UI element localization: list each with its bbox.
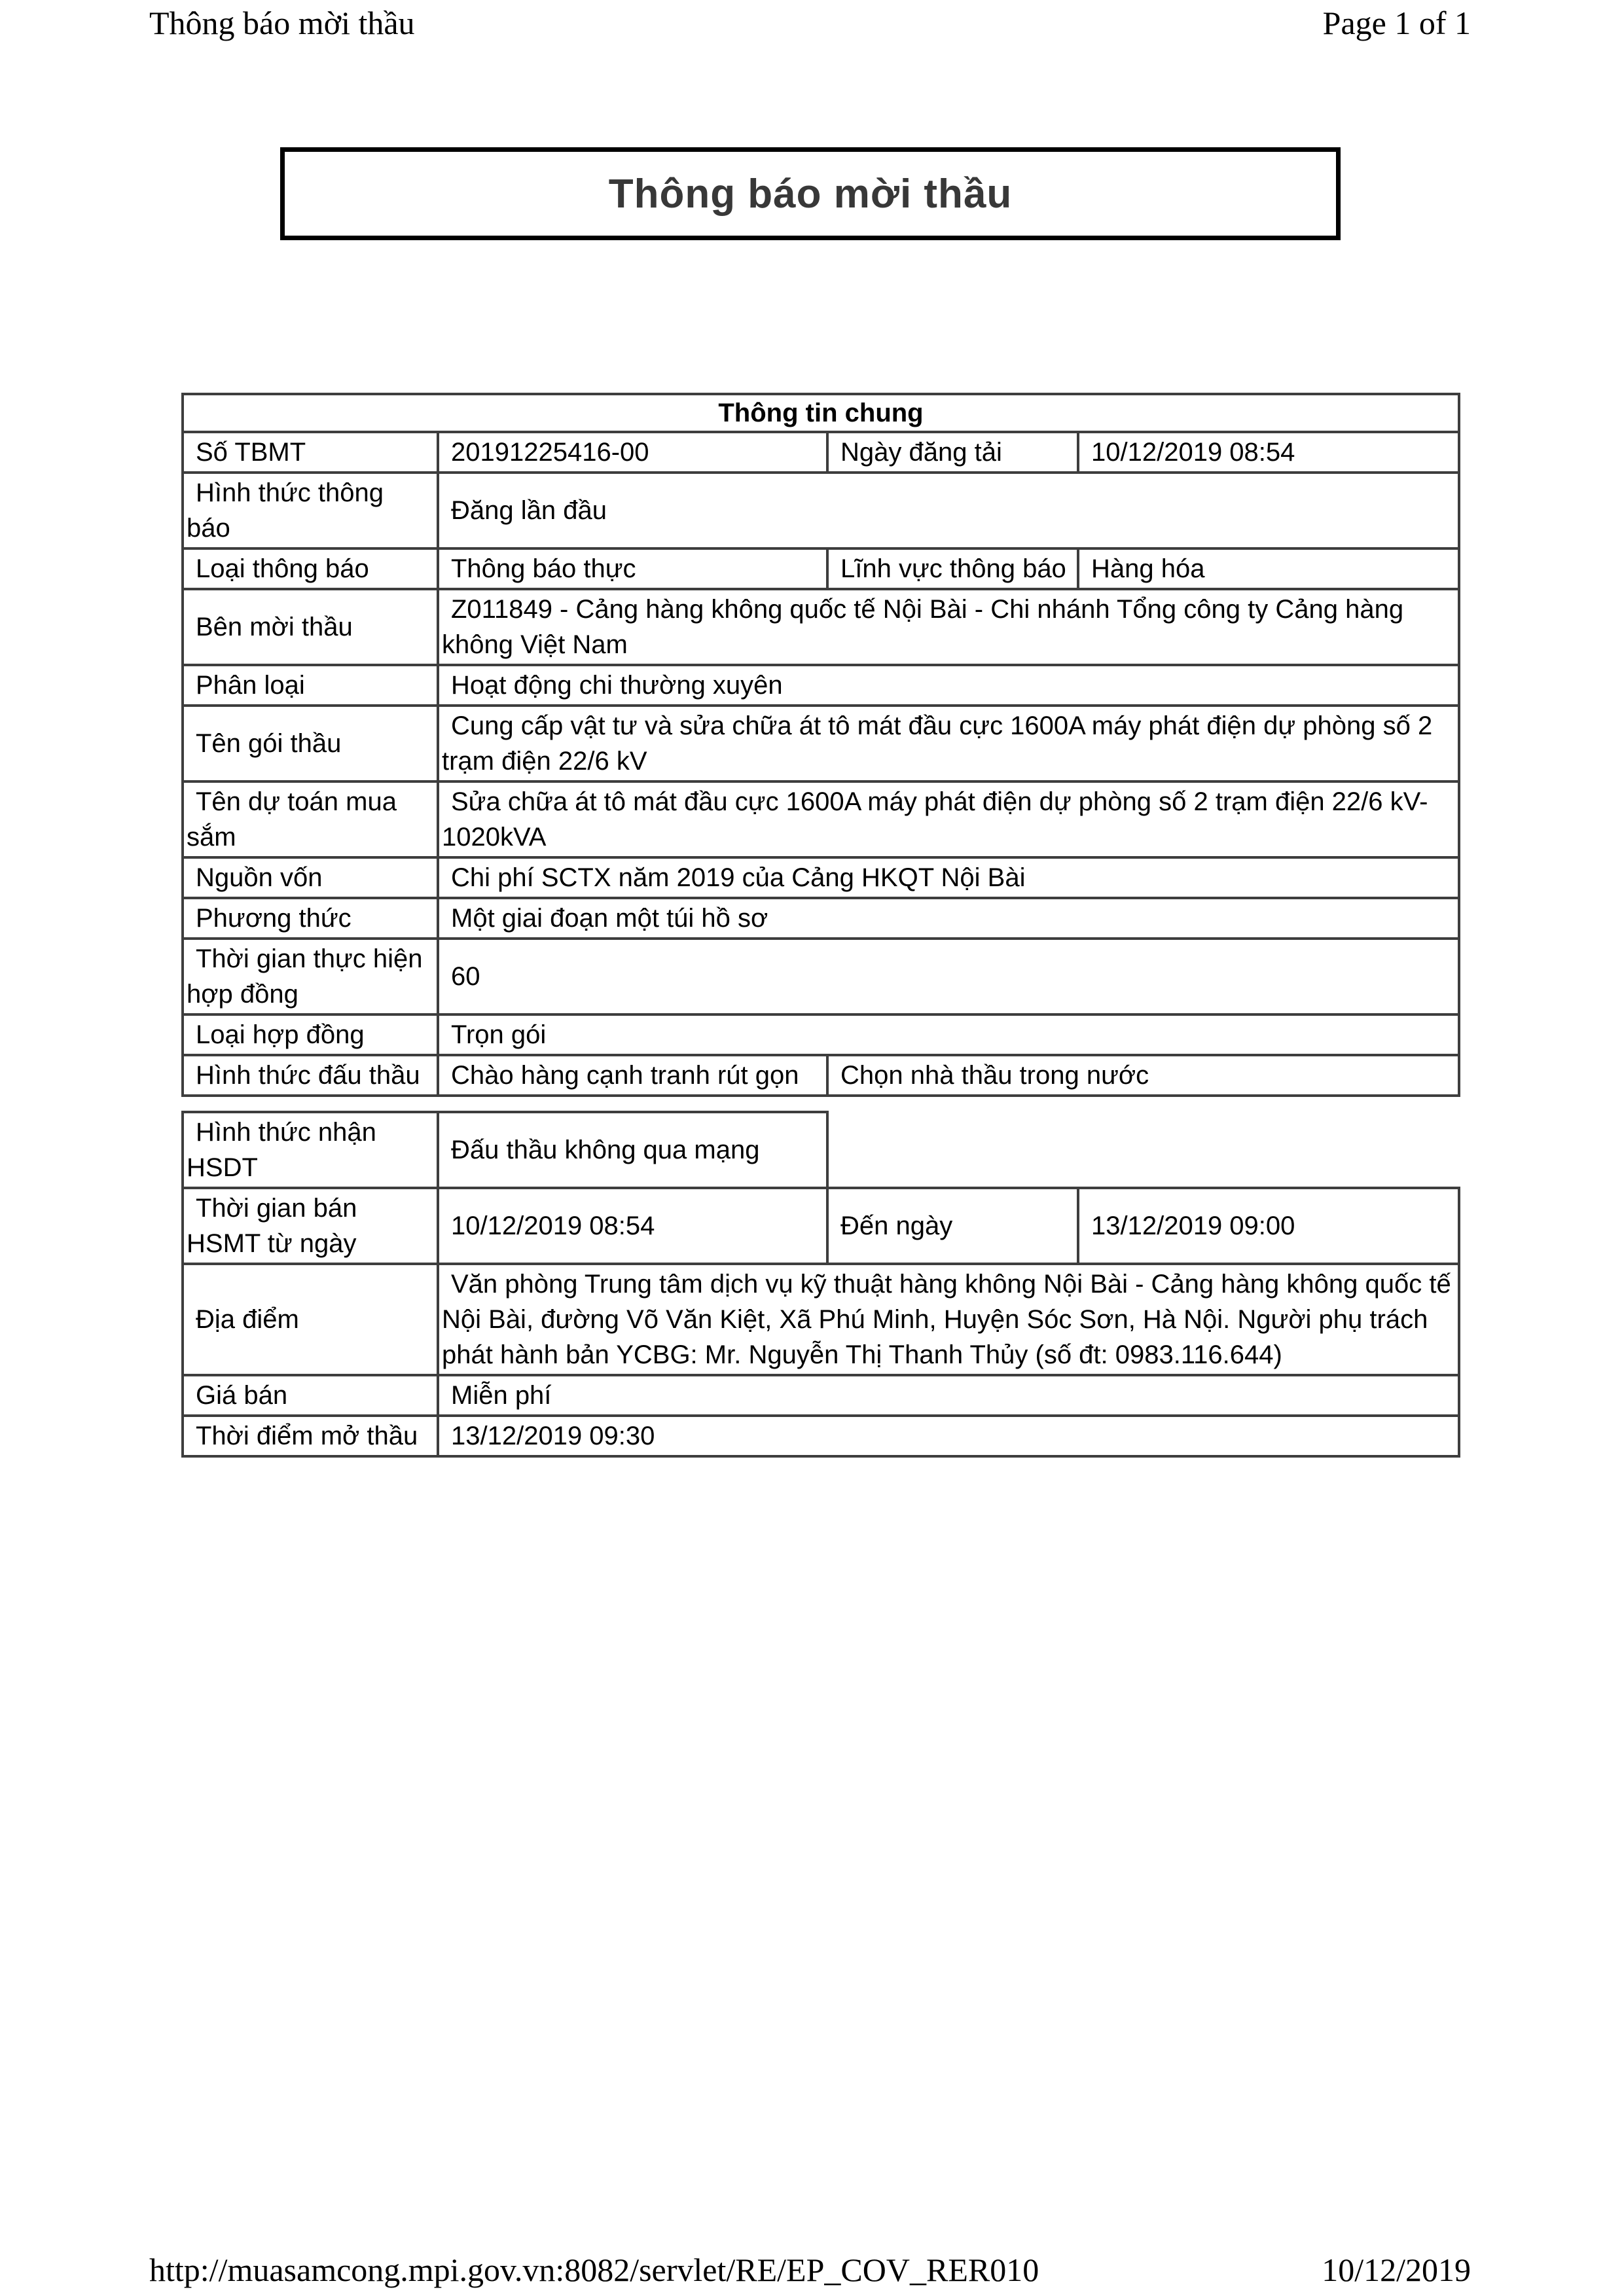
table-row xyxy=(183,1375,1459,1416)
field-label-cell: Phân loại xyxy=(183,665,438,706)
table-row xyxy=(183,394,1459,432)
table-row xyxy=(183,939,1459,1014)
field-value-cell: Cung cấp vật tư và sửa chữa át tô mát đầu cực 1600A máy phát điện dự phòng số 2 trạm điện 22/6 kV xyxy=(438,706,1459,781)
field-value-cell: 10/12/2019 08:54 xyxy=(1078,432,1459,473)
field-label-cell: Bên mời thầu xyxy=(183,589,438,665)
field-value-cell: Văn phòng Trung tâm dịch vụ kỹ thuật hàng không Nội Bài - Cảng hàng không quốc tế Nội Bài, đường Võ Văn Kiệt, Xã Phú Minh, Huyện Sóc Sơn, Hà Nội. Người phụ trách phát hành bản YCBG: Mr. Nguyễn Thị Thanh Thủy (số đt: 0983.116.644) xyxy=(438,1264,1459,1375)
table-row xyxy=(183,473,1459,548)
table-row xyxy=(183,1264,1459,1375)
field-value-cell: Trọn gói xyxy=(438,1014,1459,1055)
table-row xyxy=(183,665,1459,706)
field-value-cell: Hoạt động chi thường xuyên xyxy=(438,665,1459,706)
title-box xyxy=(280,147,1341,240)
field-value-cell: Thông báo thực xyxy=(438,548,827,589)
field-value-cell: Chi phí SCTX năm 2019 của Cảng HKQT Nội Bài xyxy=(438,857,1459,898)
page-title: Thông báo mời thầu xyxy=(608,171,1013,217)
field-value-cell: Sửa chữa át tô mát đầu cực 1600A máy phát điện dự phòng số 2 trạm điện 22/6 kV-1020kVA xyxy=(438,781,1459,857)
table-row xyxy=(183,857,1459,898)
table-row xyxy=(183,432,1459,473)
field-value-cell: Z011849 - Cảng hàng không quốc tế Nội Bài - Chi nhánh Tổng công ty Cảng hàng không Việt Nam xyxy=(438,589,1459,665)
field-value-cell: Đăng lần đầu xyxy=(438,473,1459,548)
field-label-cell: Tên dự toán mua sắm xyxy=(183,781,438,857)
table-row xyxy=(183,898,1459,939)
table-row xyxy=(183,1055,1459,1096)
table-row xyxy=(183,1112,1459,1188)
field-value-cell: 13/12/2019 09:00 xyxy=(1078,1188,1459,1264)
field-label-cell: Hình thức nhận HSDT xyxy=(183,1112,438,1188)
field-label-cell: Thời điểm mở thầu xyxy=(183,1416,438,1456)
page-number: Page 1 of 1 xyxy=(1322,5,1471,41)
field-label-cell: Địa điểm xyxy=(183,1264,438,1375)
field-label-cell: Ngày đăng tải xyxy=(827,432,1078,473)
field-label-cell: Giá bán xyxy=(183,1375,438,1416)
field-value-cell: 20191225416-00 xyxy=(438,432,827,473)
field-label-cell: Hình thức thông báo xyxy=(183,473,438,548)
field-value-cell: Một giai đoạn một túi hồ sơ xyxy=(438,898,1459,939)
field-value-cell: Chọn nhà thầu trong nước xyxy=(827,1055,1459,1096)
general-info-table xyxy=(181,393,1460,1097)
field-value-cell: Hàng hóa xyxy=(1078,548,1459,589)
field-label-cell: Loại hợp đồng xyxy=(183,1014,438,1055)
field-label-cell: Nguồn vốn xyxy=(183,857,438,898)
print-date: 10/12/2019 xyxy=(1322,2251,1471,2288)
field-value-cell: Đấu thầu không qua mạng xyxy=(438,1112,827,1188)
field-label-cell: Hình thức đấu thầu xyxy=(183,1055,438,1096)
table-row xyxy=(183,1188,1459,1264)
table-row xyxy=(183,548,1459,589)
empty-spacer-cell xyxy=(827,1112,1459,1188)
table-row xyxy=(183,1014,1459,1055)
field-label-cell: Số TBMT xyxy=(183,432,438,473)
field-value-cell: 10/12/2019 08:54 xyxy=(438,1188,827,1264)
submission-info-table xyxy=(181,1111,1460,1458)
section-header-cell: Thông tin chung xyxy=(183,394,1459,432)
document-header-title: Thông báo mời thầu xyxy=(149,5,415,41)
field-label-cell: Tên gói thầu xyxy=(183,706,438,781)
field-value-cell: Chào hàng cạnh tranh rút gọn xyxy=(438,1055,827,1096)
field-label-cell: Thời gian thực hiện hợp đồng xyxy=(183,939,438,1014)
field-value-cell: 13/12/2019 09:30 xyxy=(438,1416,1459,1456)
table-row xyxy=(183,706,1459,781)
field-label-cell: Loại thông báo xyxy=(183,548,438,589)
table-row xyxy=(183,781,1459,857)
field-value-cell: Miễn phí xyxy=(438,1375,1459,1416)
field-label-cell: Phương thức xyxy=(183,898,438,939)
field-label-cell: Đến ngày xyxy=(827,1188,1078,1264)
source-url: http://muasamcong.mpi.gov.vn:8082/servlet/RE/EP_COV_RER010 xyxy=(149,2251,1039,2288)
field-value-cell: 60 xyxy=(438,939,1459,1014)
field-label-cell: Lĩnh vực thông báo xyxy=(827,548,1078,589)
table-row xyxy=(183,589,1459,665)
table-row xyxy=(183,1416,1459,1456)
field-label-cell: Thời gian bán HSMT từ ngày xyxy=(183,1188,438,1264)
